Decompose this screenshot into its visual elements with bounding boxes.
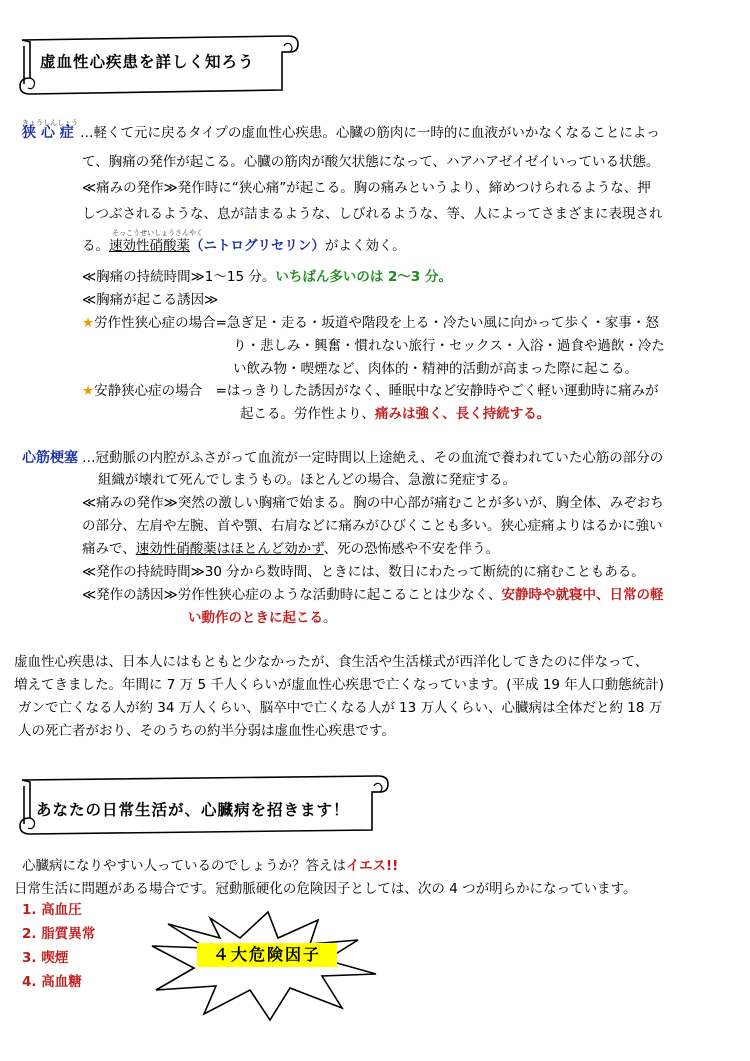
angina-term-ruby: きょうしんしょう <box>22 119 78 127</box>
star-icon: ★ <box>82 315 95 331</box>
summary-line1: 虚血性心疾患は、日本人にはもともと少なかったが、食生活や生活様式が西洋化してきたのに伴なって、 <box>14 654 649 670</box>
infarction-line8-emphasis: い動作のときに起こる <box>188 610 323 626</box>
nitrate-ineffective: 速効性硝酸薬はほとんど効かず <box>135 541 324 557</box>
exertional-angina-line1: 急ぎ足・走る・坂道や階段を上る・冷たい風に向かって歩く・家事・怒 <box>226 315 659 331</box>
infarction-line7-emphasis: 安静時や就寝中、日常の軽 <box>501 587 664 603</box>
rest-angina-label: 安静狭心症の場合 = <box>94 383 227 399</box>
rest-angina-row <box>82 381 659 401</box>
fast-acting-nitrate-ruby: そっこうせいしょうさんやく <box>112 229 203 237</box>
infarction-line7-start: ≪発作の誘因≫労作性狭心症のような活動時に起こることは少なく、 <box>82 587 502 603</box>
infarction-term: 心筋梗塞 <box>22 450 78 466</box>
infarction-line5-start: 痛みで、 <box>82 541 136 557</box>
infarction-line2: 組織が壊れて死んでしまうもの。ほとんどの場合、急激に発症する。 <box>98 472 516 488</box>
fast-acting-nitrate-term: 速効性硝酸薬 <box>109 238 190 254</box>
infarction-line5 <box>82 539 499 559</box>
risk-burst-label: ４大危険因子 <box>197 943 337 967</box>
angina-line1: …軽くて元に戻るタイプの虚血性心疾患。心臓の筋肉に一時的に血液がいかなくなることによっ <box>80 125 660 141</box>
exertional-angina-line3: い飲み物・喫煙など、肉体的・精神的活動が高まった際に起こる。 <box>233 361 638 377</box>
infarction-line8 <box>188 608 337 628</box>
risk-question <box>22 856 398 876</box>
angina-line3: ≪痛みの発作≫発作時に“狭心痛”が起こる。胸の痛みというより、締めつけられるような、押 <box>82 180 651 196</box>
star-icon: ★ <box>82 383 95 399</box>
summary-line2: 増えてきました。年間に 7 万 5 千人くらいが虚血性心疾患で亡くなっています。(平成 19 年人口動態統計) <box>14 677 665 693</box>
angina-duration-highlight: いちばん多いのは 2～3 分。 <box>275 269 453 285</box>
rest-angina-emphasis: 痛みは強く、長く持続する。 <box>375 406 551 422</box>
angina-term: 狭 心 症 <box>22 125 74 141</box>
infarction-line7 <box>82 585 664 605</box>
angina-line5 <box>82 236 406 256</box>
infarction-line3: ≪痛みの発作≫突然の激しい胸痛で始まる。胸の中心部が痛むことが多いが、胸全体、みぞおち <box>82 495 664 511</box>
infarction-line8-end: 。 <box>323 610 337 626</box>
angina-line5-start: る。 <box>82 238 109 254</box>
infarction-line4: の部分、左肩や左腕、首や顎、右肩などに痛みがひびくことも多い。狭心症痛よりはるかに強い <box>82 518 663 534</box>
summary-line4: 人の死亡者がおり、そのうちの約半分弱は虚血性心疾患です。 <box>18 723 395 739</box>
angina-line4: しつぶされるような、息が詰まるような、しびれるような、等、人によってさまざまに表現され <box>82 206 663 222</box>
infarction-line1: …冠動脈の内腔がふさがって血流が一定時間以上途絶え、その血流で養われていた心筋の部分の <box>82 450 664 466</box>
rest-angina-line2 <box>240 404 550 424</box>
section2-title: あなたの日常生活が、心臓病を招きます！ <box>36 801 350 819</box>
risk-factor-item: 2. 脂質異常 <box>22 926 96 942</box>
angina-duration-label: ≪胸痛の持続時間≫1～15 分。 <box>82 269 276 285</box>
angina-trigger-heading: ≪胸痛が起こる誘因≫ <box>82 292 219 308</box>
exertional-angina-row <box>82 313 659 333</box>
infarction-line6: ≪発作の持続時間≫30 分から数時間、ときには、数日にわたって断続的に痛むこともある。 <box>82 564 645 580</box>
risk-answer: イエス!! <box>346 858 399 874</box>
risk-question-text: 心臓病になりやすい人っているのでしょうか？答えは <box>22 858 346 874</box>
risk-factor-item: 4. 高血糖 <box>22 974 82 990</box>
summary-line3: ガンで亡くなる人が約 34 万人くらい、脳卒中で亡くなる人が 13 万人くらい、心臓病は全体だと約 18 万 <box>18 700 663 716</box>
risk-factor-item: 3. 喫煙 <box>22 950 69 966</box>
rest-angina-line1: はっきりした誘因がなく、睡眠中など安静時やごく軽い運動時に痛みが <box>226 383 659 399</box>
section1-title: 虚血性心疾患を詳しく知ろう <box>40 53 255 71</box>
angina-line5-end: がよく効く。 <box>324 238 406 254</box>
nitroglycerin-label: （ニトログリセリン） <box>190 238 325 254</box>
exertional-angina-line2: り・悲しみ・興奮・慣れない旅行・セックス・入浴・過食や過飲・冷た <box>233 338 665 354</box>
exertional-angina-label: 労作性狭心症の場合= <box>94 315 227 331</box>
infarction-line5-end: 、死の恐怖感や不安を伴う。 <box>323 541 500 557</box>
angina-duration <box>82 267 452 287</box>
rest-angina-line2-start: 起こる。労作性より、 <box>240 406 375 422</box>
risk-line2: 日常生活に問題がある場合です。冠動脈硬化の危険因子としては、次の 4 つが明らかになっています。 <box>14 881 637 897</box>
angina-line2: て、胸痛の発作が起こる。心臓の筋肉が酸欠状態になって、ハアハアゼイゼイいっている状態。 <box>82 154 660 170</box>
risk-factor-item: 1. 高血圧 <box>22 902 82 918</box>
